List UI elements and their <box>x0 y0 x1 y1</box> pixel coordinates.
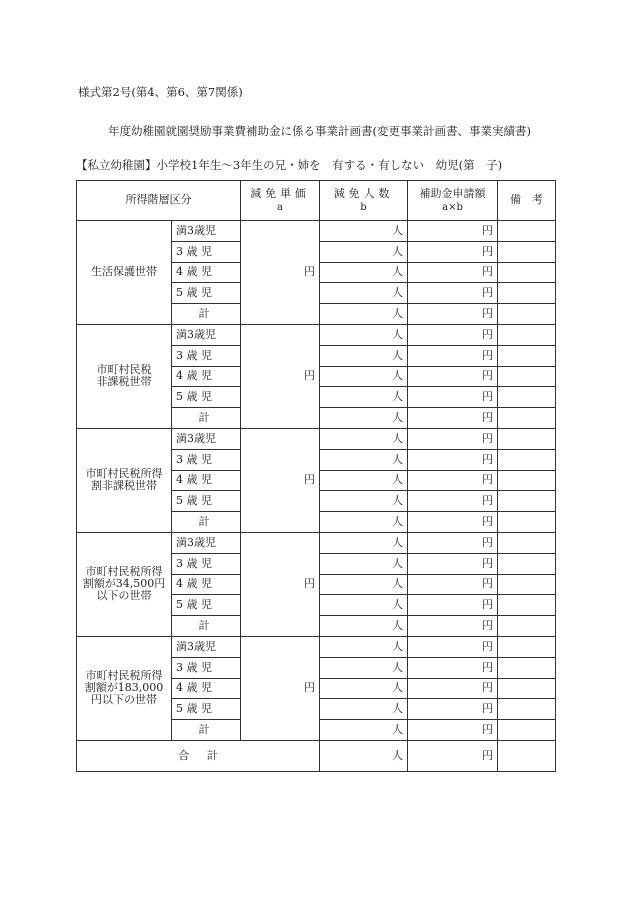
remarks-cell[interactable] <box>498 345 556 366</box>
remarks-cell[interactable] <box>498 449 556 470</box>
income-group-label: 市町村民税所得 割額が183,000 円以下の世帯 <box>77 636 172 740</box>
age-label: 満3歳児 <box>172 532 241 553</box>
age-label: 5 歳 児 <box>172 595 241 616</box>
age-label: 満3歳児 <box>172 324 241 345</box>
age-label: 5 歳 児 <box>172 387 241 408</box>
age-label: 満3歳児 <box>172 428 241 449</box>
persons-cell[interactable]: 人 <box>320 221 408 242</box>
amount-cell[interactable]: 円 <box>408 699 498 720</box>
header-remarks: 備 考 <box>498 181 556 221</box>
grand-total-label: 合計 <box>77 740 320 771</box>
remarks-cell[interactable] <box>498 699 556 720</box>
age-label: 4 歳 児 <box>172 470 241 491</box>
amount-cell[interactable]: 円 <box>408 283 498 304</box>
persons-cell[interactable]: 人 <box>320 304 408 325</box>
age-label: 4 歳 児 <box>172 574 241 595</box>
remarks-cell[interactable] <box>498 595 556 616</box>
unit-price-cell[interactable]: 円 <box>241 221 320 325</box>
income-group-label: 市町村民税所得 割非課税世帯 <box>77 428 172 532</box>
persons-cell[interactable]: 人 <box>320 241 408 262</box>
persons-cell[interactable]: 人 <box>320 678 408 699</box>
persons-cell[interactable]: 人 <box>320 532 408 553</box>
amount-cell[interactable]: 円 <box>408 221 498 242</box>
table-body <box>77 221 556 772</box>
header-row <box>77 181 556 221</box>
remarks-cell[interactable] <box>498 553 556 574</box>
amount-cell[interactable]: 円 <box>408 616 498 637</box>
amount-cell[interactable]: 円 <box>408 449 498 470</box>
remarks-cell[interactable] <box>498 324 556 345</box>
persons-cell[interactable]: 人 <box>320 636 408 657</box>
persons-cell[interactable]: 人 <box>320 491 408 512</box>
table-row <box>77 324 556 345</box>
amount-cell[interactable]: 円 <box>408 387 498 408</box>
remarks-cell[interactable] <box>498 636 556 657</box>
age-label: 5 歳 児 <box>172 283 241 304</box>
amount-cell[interactable]: 円 <box>408 241 498 262</box>
age-label: 5 歳 児 <box>172 699 241 720</box>
amount-cell[interactable]: 円 <box>408 428 498 449</box>
age-label: 4 歳 児 <box>172 678 241 699</box>
age-label: 3 歳 児 <box>172 449 241 470</box>
amount-cell[interactable]: 円 <box>408 491 498 512</box>
persons-cell[interactable]: 人 <box>320 324 408 345</box>
amount-cell[interactable]: 円 <box>408 553 498 574</box>
form-number: 様式第2号(第4、第6、第7関係) <box>78 85 243 99</box>
remarks-cell[interactable] <box>498 283 556 304</box>
header-amount <box>408 181 498 221</box>
grand-total-row <box>77 740 556 771</box>
age-label: 計 <box>172 512 241 533</box>
persons-cell[interactable]: 人 <box>320 449 408 470</box>
age-label: 計 <box>172 304 241 325</box>
persons-cell[interactable]: 人 <box>320 574 408 595</box>
amount-cell[interactable]: 円 <box>408 595 498 616</box>
header-unit-price-sub: a <box>277 202 283 214</box>
persons-cell[interactable]: 人 <box>320 428 408 449</box>
age-label: 計 <box>172 408 241 429</box>
unit-price-cell[interactable]: 円 <box>241 532 320 636</box>
header-category: 所得階層区分 <box>77 181 241 221</box>
persons-cell[interactable]: 人 <box>320 345 408 366</box>
age-label: 3 歳 児 <box>172 241 241 262</box>
age-label: 4 歳 児 <box>172 366 241 387</box>
income-group-label: 市町村民税所得 割額が34,500円 以下の世帯 <box>77 532 172 636</box>
document-title: 年度幼稚園就園奨励事業費補助金に係る事業計画書(変更事業計画書、事業実績書) <box>108 124 531 138</box>
age-label: 3 歳 児 <box>172 345 241 366</box>
table-row <box>77 636 556 657</box>
age-label: 満3歳児 <box>172 636 241 657</box>
persons-cell[interactable]: 人 <box>320 512 408 533</box>
subheading: 【私立幼稚園】小学校1年生〜3年生の兄・姉を 有する・有しない 幼児(第 子) <box>76 158 503 172</box>
header-unit-price-label: 減免単価 <box>250 186 310 200</box>
remarks-cell[interactable] <box>498 428 556 449</box>
table-row <box>77 221 556 242</box>
age-label: 3 歳 児 <box>172 657 241 678</box>
persons-cell[interactable]: 人 <box>320 283 408 304</box>
remarks-cell[interactable] <box>498 720 556 741</box>
grand-total-persons-cell[interactable]: 人 <box>320 740 408 771</box>
plan-table <box>76 180 556 772</box>
persons-cell[interactable]: 人 <box>320 470 408 491</box>
amount-cell[interactable]: 円 <box>408 720 498 741</box>
remarks-cell[interactable] <box>498 491 556 512</box>
age-label: 満3歳児 <box>172 221 241 242</box>
unit-price-cell[interactable]: 円 <box>241 428 320 532</box>
header-amount-sub: a×b <box>442 202 463 214</box>
amount-cell[interactable]: 円 <box>408 657 498 678</box>
persons-cell[interactable]: 人 <box>320 408 408 429</box>
remarks-cell[interactable] <box>498 408 556 429</box>
persons-cell[interactable]: 人 <box>320 657 408 678</box>
table-row <box>77 532 556 553</box>
remarks-cell[interactable] <box>498 657 556 678</box>
header-persons <box>320 181 408 221</box>
persons-cell[interactable]: 人 <box>320 387 408 408</box>
income-group-label: 生活保護世帯 <box>77 221 172 325</box>
grand-total-amount-cell[interactable]: 円 <box>408 740 498 771</box>
amount-cell[interactable]: 円 <box>408 324 498 345</box>
grand-total-remarks-cell[interactable] <box>498 740 556 771</box>
persons-cell[interactable]: 人 <box>320 553 408 574</box>
amount-cell[interactable]: 円 <box>408 512 498 533</box>
remarks-cell[interactable] <box>498 574 556 595</box>
amount-cell[interactable]: 円 <box>408 366 498 387</box>
remarks-cell[interactable] <box>498 366 556 387</box>
remarks-cell[interactable] <box>498 304 556 325</box>
unit-price-cell[interactable]: 円 <box>241 324 320 428</box>
income-group-label: 市町村民税 非課税世帯 <box>77 324 172 428</box>
remarks-cell[interactable] <box>498 616 556 637</box>
remarks-cell[interactable] <box>498 221 556 242</box>
remarks-cell[interactable] <box>498 241 556 262</box>
amount-cell[interactable]: 円 <box>408 636 498 657</box>
unit-price-cell[interactable]: 円 <box>241 636 320 740</box>
amount-cell[interactable]: 円 <box>408 262 498 283</box>
age-label: 4 歳 児 <box>172 262 241 283</box>
persons-cell[interactable]: 人 <box>320 720 408 741</box>
age-label: 計 <box>172 616 241 637</box>
amount-cell[interactable]: 円 <box>408 408 498 429</box>
age-label: 5 歳 児 <box>172 491 241 512</box>
remarks-cell[interactable] <box>498 262 556 283</box>
age-label: 計 <box>172 720 241 741</box>
header-persons-label: 減免人数 <box>333 186 394 200</box>
header-persons-sub: b <box>360 202 367 214</box>
amount-cell[interactable]: 円 <box>408 470 498 491</box>
persons-cell[interactable]: 人 <box>320 366 408 387</box>
remarks-cell[interactable] <box>498 470 556 491</box>
persons-cell[interactable]: 人 <box>320 616 408 637</box>
amount-cell[interactable]: 円 <box>408 345 498 366</box>
remarks-cell[interactable] <box>498 678 556 699</box>
amount-cell[interactable]: 円 <box>408 532 498 553</box>
remarks-cell[interactable] <box>498 532 556 553</box>
amount-cell[interactable]: 円 <box>408 678 498 699</box>
header-amount-label: 補助金申請額 <box>419 186 486 200</box>
remarks-cell[interactable] <box>498 387 556 408</box>
persons-cell[interactable]: 人 <box>320 699 408 720</box>
persons-cell[interactable]: 人 <box>320 595 408 616</box>
remarks-cell[interactable] <box>498 512 556 533</box>
age-label: 3 歳 児 <box>172 553 241 574</box>
amount-cell[interactable]: 円 <box>408 574 498 595</box>
persons-cell[interactable]: 人 <box>320 262 408 283</box>
header-unit-price <box>241 181 320 221</box>
table-row <box>77 428 556 449</box>
amount-cell[interactable]: 円 <box>408 304 498 325</box>
